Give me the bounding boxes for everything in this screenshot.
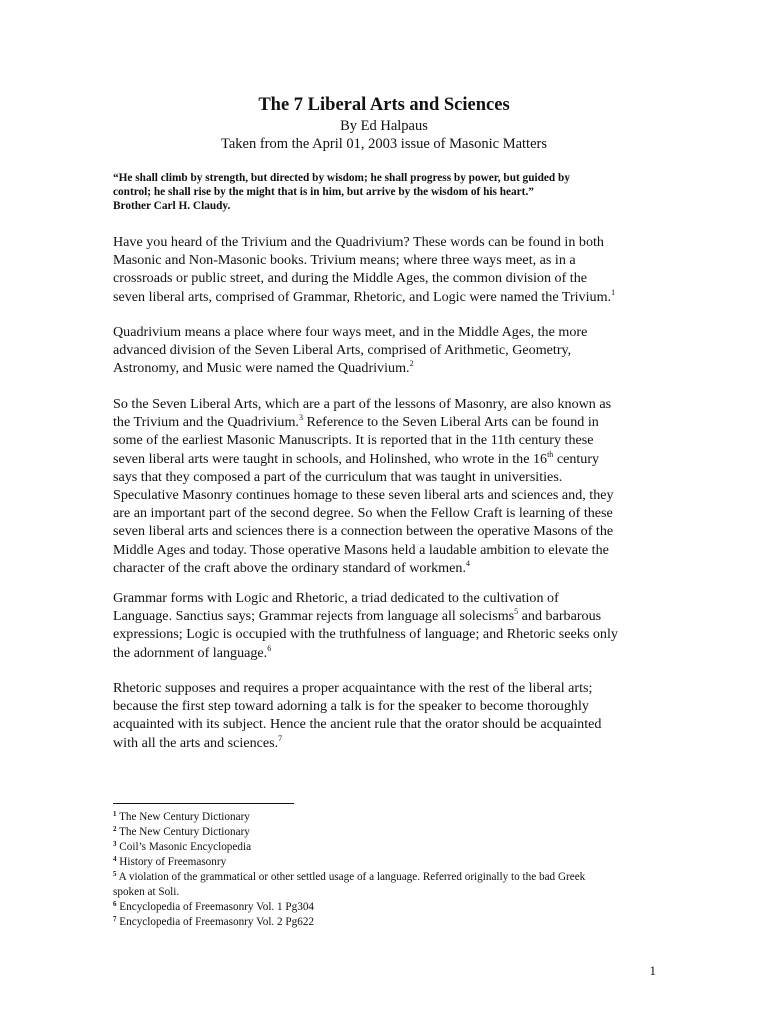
paragraph [113, 323, 653, 378]
document-title: The 7 Liberal Arts and Sciences [258, 95, 510, 115]
line-text: and barbarous [518, 608, 602, 625]
paragraph [113, 233, 653, 306]
paragraph [113, 589, 653, 662]
line-text: Middle Ages and today. Those operative Masons held a laudable ambition to elevate the [113, 541, 609, 558]
epigraph-line: control; he shall rise by the might that is in him, but arrive by the wisdom of his heart.” [113, 186, 534, 198]
line-text: the adornment of language. [113, 644, 268, 661]
line-text: the Trivium and the Quadrivium. [113, 414, 299, 431]
line-text: Astronomy, and Music were named the Quadrivium. [113, 360, 410, 377]
footnote-text: The New Century Dictionary [116, 826, 250, 838]
footnote-number: 5 [113, 870, 117, 878]
footnote-marker: 5 [514, 607, 519, 617]
text-line [113, 431, 653, 449]
epigraph-line: “He shall climb by strength, but directed by wisdom; he shall progress by power, but guided by [113, 172, 570, 184]
line-text: expressions; Logic is occupied with the truthfulness of language; and Rhetoric seeks only [113, 626, 618, 643]
footnote-marker: 7 [278, 733, 283, 743]
line-text: century [553, 450, 600, 467]
text-line [113, 323, 653, 341]
text-line [113, 541, 653, 559]
text-line [113, 233, 653, 251]
line-text: are an important part of the second degree. So when the Fellow Craft is learning of these [113, 505, 613, 522]
footnote [113, 810, 673, 825]
footnote [113, 900, 673, 915]
footnote-text: Encyclopedia of Freemasonry Vol. 1 Pg304 [116, 901, 315, 913]
text-line [113, 589, 653, 607]
footnote-marker: 3 [298, 413, 303, 423]
paragraph [113, 679, 653, 752]
line-text: says that they composed a part of the curriculum that was taught in universities. [113, 468, 563, 485]
text-line [113, 251, 653, 269]
line-text: advanced division of the Seven Liberal Arts, comprised of Arithmetic, Geometry, [113, 342, 572, 359]
text-line [113, 341, 653, 359]
line-text: seven liberal arts were taught in schools, and Holinshed, who wrote in the 16 [113, 450, 548, 467]
text-line [113, 468, 653, 486]
footnote-text: Encyclopedia of Freemasonry Vol. 2 Pg622 [116, 916, 315, 928]
line-text: Have you heard of the Trivium and the Quadrivium? These words can be found in both [113, 234, 604, 250]
text-line [113, 359, 653, 377]
epigraph [113, 171, 653, 213]
footnote-text: History of Freemasonry [116, 856, 227, 868]
footnote-text: Coil’s Masonic Encyclopedia [116, 841, 252, 853]
footnotes [113, 810, 673, 930]
footnote [113, 870, 673, 885]
line-text: Speculative Masonry continues homage to these seven liberal arts and sciences and, they [113, 487, 614, 504]
line-text: Masonic and Non-Masonic books. Trivium means; where three ways meet, as in a [113, 252, 576, 269]
footnote-marker: th [547, 449, 554, 459]
footnote-text: The New Century Dictionary [116, 811, 250, 823]
text-line [113, 559, 653, 577]
text-line [113, 450, 653, 468]
footnote-text: A violation of the grammatical or other settled usage of a language. Referred originally to the bad Greek [116, 871, 586, 883]
line-text: So the Seven Liberal Arts, which are a part of the lessons of Masonry, are also known as [113, 396, 612, 412]
text-line [113, 679, 653, 697]
footnote-separator [113, 803, 294, 804]
text-line [113, 413, 653, 431]
text-line [113, 625, 653, 643]
footnote-marker: 6 [267, 643, 272, 653]
text-line [113, 269, 653, 287]
line-text: Rhetoric supposes and requires a proper acquaintance with the rest of the liberal arts; [113, 680, 593, 696]
text-line [113, 607, 653, 625]
line-text: seven liberal arts and sciences there is a connection between the operative Masons of the [113, 523, 614, 540]
footnote [113, 855, 673, 870]
line-text: Language. Sanctius says; Grammar rejects from language all solecisms [113, 608, 515, 625]
line-text: some of the earliest Masonic Manuscripts. It is reported that in the 11th century these [113, 432, 594, 449]
document-source: Taken from the April 01, 2003 issue of Masonic Matters [221, 136, 547, 152]
text-line [113, 395, 653, 413]
footnote [113, 915, 673, 930]
text-line [113, 715, 653, 733]
text-line [113, 486, 653, 504]
text-line [113, 288, 653, 306]
text-line [113, 697, 653, 715]
epigraph-attribution: Brother Carl H. Claudy. [113, 200, 231, 212]
line-text: character of the craft above the ordinary standard of workmen. [113, 559, 466, 576]
line-text: acquainted with its subject. Hence the ancient rule that the orator should be acquainted [113, 716, 602, 733]
line-text: Quadrivium means a place where four ways meet, and in the Middle Ages, the more [113, 324, 588, 340]
footnote-number: 7 [113, 915, 117, 923]
line-text: because the first step toward adorning a talk is for the speaker to become thoroughly [113, 698, 589, 715]
line-text: seven liberal arts, comprised of Grammar, Rhetoric, and Logic were named the Trivium. [113, 288, 612, 305]
footnote-number: 6 [113, 900, 117, 908]
footnote [113, 885, 673, 900]
line-text: Reference to the Seven Liberal Arts can be found in [302, 414, 599, 431]
text-line [113, 644, 653, 662]
footnote-marker: 2 [409, 359, 414, 369]
footnote-number: 4 [113, 855, 117, 863]
footnote-number: 2 [113, 825, 117, 833]
line-text: with all the arts and sciences. [113, 734, 279, 751]
footnote [113, 825, 673, 840]
text-line [113, 504, 653, 522]
document-author: By Ed Halpaus [340, 118, 428, 134]
text-line [113, 522, 653, 540]
footnote [113, 840, 673, 855]
page-number: 1 [649, 963, 656, 978]
footnote-marker: 1 [611, 287, 616, 297]
footnote-marker: 4 [465, 558, 470, 568]
line-text: Grammar forms with Logic and Rhetoric, a triad dedicated to the cultivation of [113, 590, 559, 606]
footnote-text: spoken at Soli. [113, 886, 180, 898]
footnote-number: 3 [113, 840, 117, 848]
footnote-number: 1 [113, 810, 117, 818]
text-line [113, 734, 653, 752]
paragraph [113, 395, 653, 577]
line-text: crossroads or public street, and during the Middle Ages, the common division of the [113, 270, 588, 287]
